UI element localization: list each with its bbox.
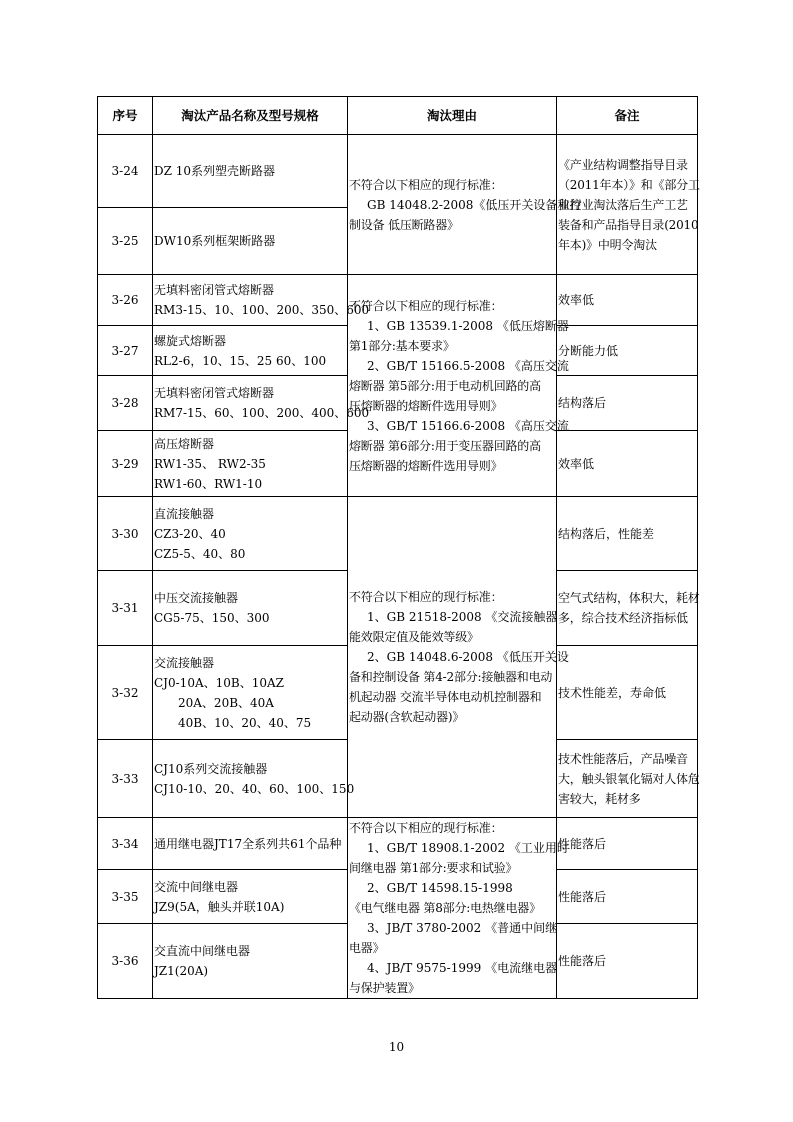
product-line: 交流接触器: [154, 655, 215, 670]
reason-line: 1、GB/T 18908.1-2002 《工业用时: [367, 841, 569, 855]
row-number: 3-30: [98, 497, 153, 571]
note-line: 装备和产品指导目录(2010: [558, 217, 699, 232]
reason-line: 不符合以下相应的现行标准：: [349, 590, 503, 604]
note-line: 空气式结构，体积大，耗材: [558, 591, 700, 605]
product-line: 无填料密闭管式熔断器: [154, 283, 275, 297]
product-name: [153, 571, 348, 646]
product-line: CZ3-20、40: [154, 526, 226, 541]
product-line: 螺旋式熔断器: [154, 333, 227, 348]
reason-line: 熔断器 第6部分:用于变压器回路的高: [349, 438, 541, 453]
reason-line: 机起动器 交流半导体电动机控制器和: [349, 690, 542, 704]
product-name: [153, 376, 370, 431]
table-row: [98, 818, 698, 870]
product-name: [153, 326, 348, 376]
header-reason: 淘汰理由: [348, 97, 557, 135]
table-header-row: [98, 97, 698, 135]
note-group-1: [557, 135, 698, 275]
note-line: 害较大，耗材多: [558, 791, 641, 806]
product-line: 无填料密闭管式熔断器: [154, 386, 275, 400]
reason-line: 制设备 低压断路器》: [349, 217, 459, 232]
header-serial: 序号: [98, 97, 153, 135]
note: 效率低: [557, 431, 698, 497]
note-line: 业行业淘汰落后生产工艺: [558, 197, 688, 212]
row-number: 3-32: [98, 646, 153, 740]
product-name: [153, 924, 348, 999]
note: 性能落后: [557, 818, 698, 870]
table-row: [98, 275, 698, 326]
row-number: 3-33: [98, 740, 153, 818]
product-line: RW1-60、RW1-10: [154, 476, 263, 491]
note: 效率低: [557, 275, 698, 326]
product-name: [153, 740, 355, 818]
row-number: 3-26: [98, 275, 153, 326]
product-name: [153, 870, 348, 924]
product-line: DZ 10系列塑壳断路器: [154, 164, 276, 178]
row-number: 3-28: [98, 376, 153, 431]
reason-line: 4、JB/T 9575-1999 《电流继电器: [367, 961, 558, 975]
row-number: 3-29: [98, 431, 153, 497]
product-name: [153, 818, 348, 870]
reason-line: 间继电器 第1部分:要求和试验》: [349, 861, 518, 875]
row-number: 3-35: [98, 870, 153, 924]
reason-line: 熔断器 第5部分:用于电动机回路的高: [349, 378, 541, 393]
note: 结构落后，性能差: [557, 497, 698, 571]
product-name: [153, 646, 348, 740]
product-name: [153, 208, 348, 275]
header-product: 淘汰产品名称及型号规格: [153, 97, 348, 135]
product-line: CJ0-10A、10B、10AZ: [154, 675, 284, 690]
product-line: RL2-6，10、15、25 60、100: [154, 353, 327, 368]
product-line: 中压交流接触器: [154, 591, 239, 605]
reason-line: 第1部分:基本要求》: [349, 338, 455, 353]
reason-line: 不符合以下相应的现行标准：: [349, 298, 503, 313]
note: 性能落后: [557, 924, 698, 999]
product-line: JZ9(5A，触头并联10A): [154, 899, 285, 914]
reason-line: 不符合以下相应的现行标准：: [349, 177, 503, 192]
reason-line: 2、GB/T 14598.15-1998: [367, 881, 513, 895]
reason-line: 《电气继电器 第8部分:电热继电器》: [349, 901, 541, 915]
row-number: 3-25: [98, 208, 153, 275]
reason-line: 压熔断器的熔断件选用导则》: [349, 398, 503, 413]
reason-line: 3、JB/T 3780-2002 《普通中间继: [367, 921, 558, 935]
note-line: 年本)》中明令淘汰: [558, 237, 657, 252]
reason-line: 压熔断器的熔断件选用导则》: [349, 458, 503, 473]
reason-line: 不符合以下相应的现行标准：: [349, 821, 503, 835]
product-line: 交直流中间继电器: [154, 944, 251, 958]
reason-line: 备和控制设备 第4-2部分:接触器和电动: [349, 670, 553, 684]
product-line: RW1-35、 RW2-35: [154, 456, 266, 471]
note: 分断能力低: [557, 326, 698, 376]
product-line: CJ10-10、20、40、60、100、150: [154, 781, 355, 796]
product-line: 直流接触器: [154, 506, 215, 521]
reason-line: 2、GB/T 15166.5-2008 《高压交流: [367, 358, 569, 373]
product-line: 高压熔断器: [154, 436, 215, 451]
reason-line: 3、GB/T 15166.6-2008 《高压交流: [367, 418, 569, 433]
row-number: 3-31: [98, 571, 153, 646]
note-line: 多，综合技术经济指标低: [558, 611, 688, 625]
obsolete-products-table: [97, 96, 698, 999]
product-line: 通用继电器JT17全系列共61个品种: [154, 836, 342, 851]
reason-line: 能效限定值及能效等级》: [349, 630, 479, 644]
page-number: 10: [388, 1040, 405, 1054]
product-line: DW10系列框架断路器: [154, 234, 276, 248]
reason-line: 2、GB 14048.6-2008 《低压开关设: [367, 650, 569, 664]
table-row: [98, 135, 698, 208]
product-line: RM3-15、10、100、200、350、600: [154, 303, 370, 317]
reason-line: 起动器(含软起动器)》: [349, 710, 465, 724]
row-number: 3-34: [98, 818, 153, 870]
product-line: JZ1(20A): [154, 964, 209, 978]
reason-line: 1、GB 21518-2008 《交流接触器: [367, 610, 558, 624]
product-name: [153, 135, 348, 208]
product-line: CG5-75、150、300: [154, 611, 270, 625]
row-number: 3-36: [98, 924, 153, 999]
note: [557, 571, 698, 646]
reason-line: 1、GB 13539.1-2008 《低压熔断器: [367, 318, 569, 333]
note: [557, 740, 698, 818]
reason-group-3: [348, 497, 569, 818]
product-line: CJ10系列交流接触器: [154, 761, 268, 776]
note: 结构落后: [557, 376, 698, 431]
reason-group-2: [348, 275, 569, 497]
product-name: [153, 275, 370, 326]
note-line: （2011年本）》和《部分工: [558, 177, 700, 192]
note-line: 大，触头银氧化镉对人体危: [558, 771, 700, 786]
product-line: 20A、20B、40A: [178, 695, 274, 710]
note: 技术性能差，寿命低: [557, 646, 698, 740]
note-line: 技术性能落后，产品噪音: [558, 751, 688, 766]
reason-group-4: [348, 818, 569, 999]
reason-line: 电器》: [349, 941, 385, 955]
note: 性能落后: [557, 870, 698, 924]
row-number: 3-27: [98, 326, 153, 376]
reason-line: GB 14048.2-2008《低压开关设备和控: [367, 197, 582, 212]
product-line: 40B、10、20、40、75: [178, 715, 312, 730]
row-number: 3-24: [98, 135, 153, 208]
table-row: [98, 497, 698, 571]
reason-line: 与保护装置》: [349, 981, 420, 995]
note-line: 《产业结构调整指导目录: [558, 157, 688, 172]
header-note: 备注: [557, 97, 698, 135]
product-name: [153, 497, 348, 571]
product-name: [153, 431, 348, 497]
reason-group-1: [348, 135, 582, 275]
product-line: CZ5-5、40、80: [154, 546, 246, 561]
product-line: 交流中间继电器: [154, 879, 239, 894]
product-line: RM7-15、60、100、200、400、600: [154, 406, 370, 420]
